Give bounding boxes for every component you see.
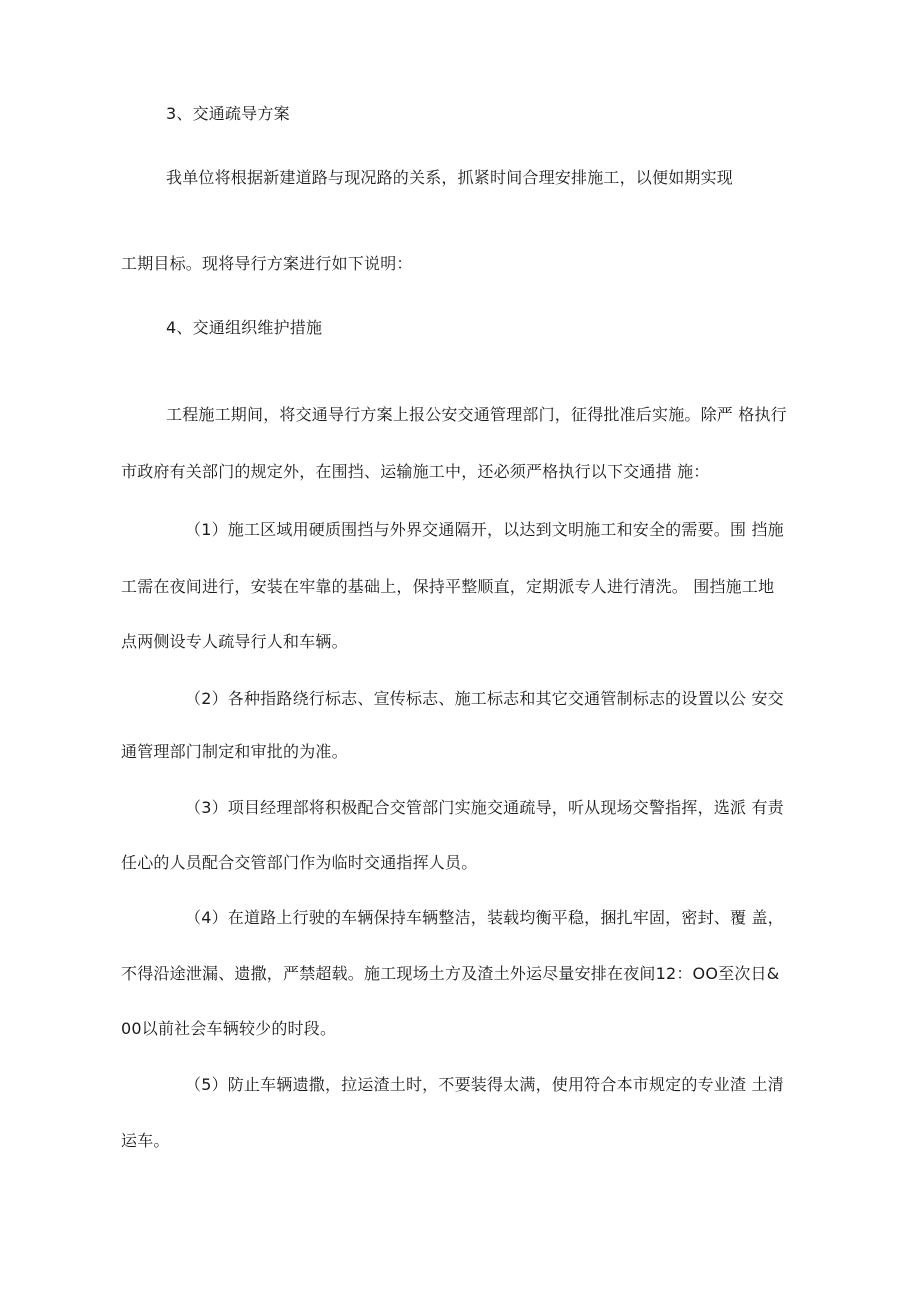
measure-4-line-3: 00以前社会车辆较少的时段。 (121, 1019, 337, 1038)
measure-1-line-1: （1）施工区域用硬质围挡与外界交通隔开，以达到文明施工和安全的需要。围 挡施 (185, 520, 784, 539)
measure-1-line-2: 工需在夜间进行，安装在牢靠的基础上，保持平整顺直，定期派专人进行清洗。 围挡施工地 (121, 577, 775, 596)
measure-5-line-2: 运车。 (121, 1131, 170, 1150)
section-4-paragraph-line-2: 市政府有关部门的规定外，在围挡、运输施工中，还必须严格执行以下交通措 施： (121, 462, 710, 481)
measure-2-line-1: （2）各种指路绕行标志、宣传标志、施工标志和其它交通管制标志的设置以公 安交 (185, 689, 784, 708)
section-4-paragraph-line-1: 工程施工期间，将交通导行方案上报公安交通管理部门，征得批准后实施。除严 格执行 (166, 405, 787, 424)
measure-1-line-3: 点两侧设专人疏导行人和车辆。 (121, 632, 348, 651)
measure-3-line-1: （3）项目经理部将积极配合交管部门实施交通疏导，听从现场交警指挥，选派 有责 (185, 798, 784, 817)
section-3-paragraph-line-2: 工期目标。现将导行方案进行如下说明： (121, 254, 413, 273)
measure-5-line-1: （5）防止车辆遗撒，拉运渣土时，不要装得太满，使用符合本市规定的专业渣 土清 (185, 1075, 784, 1094)
section-3-paragraph-line-1: 我单位将根据新建道路与现况路的关系，抓紧时间合理安排施工，以便如期实现 (166, 168, 734, 187)
measure-3-line-2: 任心的人员配合交管部门作为临时交通指挥人员。 (121, 853, 478, 872)
section-4-heading: 4、交通组织维护措施 (166, 318, 323, 337)
section-3-heading: 3、交通疏导方案 (166, 104, 290, 123)
measure-4-line-1: （4）在道路上行驶的车辆保持车辆整洁，装载均衡平稳，捆扎牢固，密封、覆 盖， (185, 908, 784, 927)
measure-2-line-2: 通管理部门制定和审批的为准。 (121, 742, 348, 761)
measure-4-line-2: 不得沿途泄漏、遗撒，严禁超载。施工现场土方及渣土外运尽量安排在夜间12：OO至次日& (121, 964, 780, 983)
